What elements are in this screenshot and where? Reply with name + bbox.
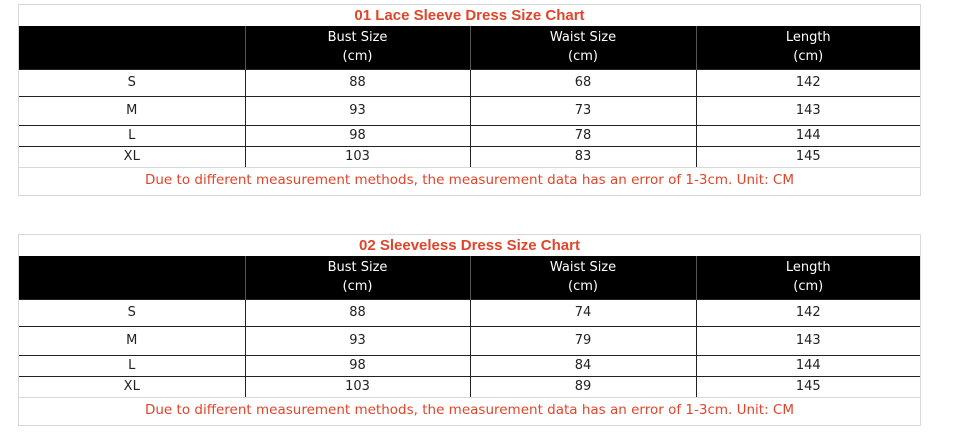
header-size: [19, 256, 245, 299]
table-row: [19, 326, 920, 355]
length-cell: 142: [696, 299, 920, 326]
waist-cell: 73: [470, 96, 696, 125]
header-length: Length (cm): [696, 256, 920, 299]
chart-title: 01 Lace Sleeve Dress Size Chart: [354, 7, 585, 24]
length-cell: 145: [696, 146, 920, 167]
size-cell: XL: [19, 376, 245, 397]
header-length: Length (cm): [696, 26, 920, 69]
table-row: [19, 146, 920, 167]
waist-cell: 78: [470, 125, 696, 146]
length-cell: 143: [696, 326, 920, 355]
waist-cell: 79: [470, 326, 696, 355]
table-row: [19, 125, 920, 146]
header-bust: Bust Size (cm): [245, 256, 470, 299]
table-row: [19, 69, 920, 96]
header-waist: Waist Size (cm): [470, 256, 696, 299]
table-header-row: [19, 26, 920, 69]
waist-cell: 83: [470, 146, 696, 167]
table-row: [19, 96, 920, 125]
size-cell: M: [19, 96, 245, 125]
length-cell: 144: [696, 355, 920, 376]
size-cell: S: [19, 69, 245, 96]
size-cell: L: [19, 355, 245, 376]
bust-cell: 93: [245, 326, 470, 355]
bust-cell: 88: [245, 69, 470, 96]
size-cell: L: [19, 125, 245, 146]
bust-cell: 93: [245, 96, 470, 125]
size-cell: M: [19, 326, 245, 355]
table-row: [19, 299, 920, 326]
header-bust: Bust Size (cm): [245, 26, 470, 69]
size-chart-sleeveless: [18, 234, 921, 426]
header-size: [19, 26, 245, 69]
table-header-row: [19, 256, 920, 299]
size-table: [19, 256, 920, 397]
table-row: [19, 355, 920, 376]
bust-cell: 98: [245, 355, 470, 376]
chart-title: 02 Sleeveless Dress Size Chart: [359, 237, 580, 254]
length-cell: 142: [696, 69, 920, 96]
bust-cell: 103: [245, 376, 470, 397]
bust-cell: 103: [245, 146, 470, 167]
length-cell: 145: [696, 376, 920, 397]
table-row: [19, 376, 920, 397]
size-table: [19, 26, 920, 167]
size-cell: S: [19, 299, 245, 326]
measurement-note: Due to different measurement methods, the measurement data has an error of 1-3cm. Unit: CM: [19, 397, 920, 423]
header-waist: Waist Size (cm): [470, 26, 696, 69]
waist-cell: 84: [470, 355, 696, 376]
length-cell: 143: [696, 96, 920, 125]
length-cell: 144: [696, 125, 920, 146]
size-cell: XL: [19, 146, 245, 167]
size-chart-lace-sleeve: [18, 4, 921, 196]
waist-cell: 74: [470, 299, 696, 326]
bust-cell: 88: [245, 299, 470, 326]
measurement-note: Due to different measurement methods, the measurement data has an error of 1-3cm. Unit: CM: [19, 167, 920, 193]
bust-cell: 98: [245, 125, 470, 146]
waist-cell: 68: [470, 69, 696, 96]
waist-cell: 89: [470, 376, 696, 397]
